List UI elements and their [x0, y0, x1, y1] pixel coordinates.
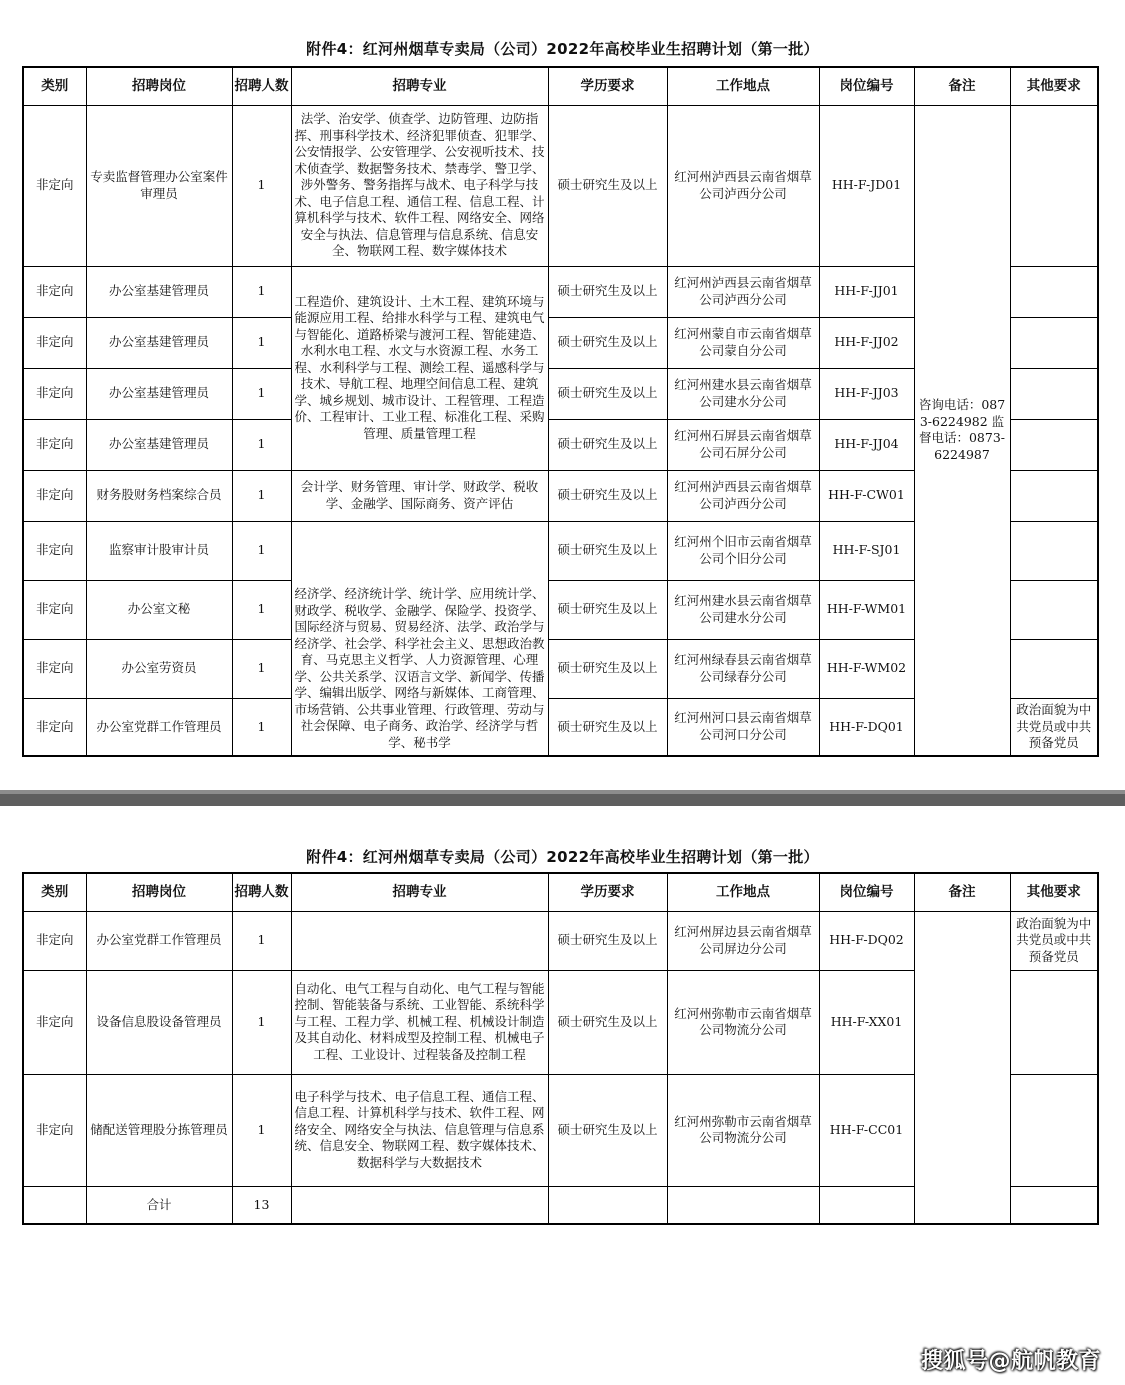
cell-code: HH-F-JD01 [819, 105, 914, 266]
cell-count: 1 [232, 911, 291, 970]
cell-other: 政治面貌为中共党员或中共预备党员 [1010, 698, 1098, 756]
cell-major: 经济学、经济统计学、统计学、应用统计学、财政学、税收学、金融学、保险学、投资学、国际经济与贸易、贸易经济、法学、政治学与经济学、社会学、科学社会主义、思想政治教育、马克思主义哲学、人力资源管理、心理学、公共关系学、汉语言文学、新闻学、传播学、编辑出版学、网络与新媒体、工商管理、市场营销、公共事业管理、行政管理、劳动与社会保障、电子商务、政治学、经济学与哲学、秘书学 [291, 521, 548, 756]
cell-location: 红河州建水县云南省烟草公司建水分公司 [667, 580, 819, 639]
cell-other [1010, 368, 1098, 419]
cell-code: HH-F-CC01 [819, 1074, 914, 1186]
cell-education [548, 1186, 667, 1224]
total-count: 13 [232, 1186, 291, 1224]
cell-code: HH-F-DQ02 [819, 911, 914, 970]
header-location: 工作地点 [667, 873, 819, 911]
page-title: 附件4：红河州烟草专卖局（公司）2022年高校毕业生招聘计划（第一批） [306, 848, 819, 866]
header-position: 招聘岗位 [86, 873, 232, 911]
cell-other [1010, 1186, 1098, 1224]
header-major: 招聘专业 [291, 873, 548, 911]
cell-other [1010, 419, 1098, 470]
cell-location: 红河州蒙自市云南省烟草公司蒙自分公司 [667, 317, 819, 368]
cell-count: 1 [232, 970, 291, 1074]
cell-location: 红河州泸西县云南省烟草公司泸西分公司 [667, 470, 819, 521]
cell-location [667, 1186, 819, 1224]
cell-remarks: 咨询电话：0873-6224982 监督电话：0873-6224987 [914, 105, 1010, 756]
header-code: 岗位编号 [819, 873, 914, 911]
cell-major: 会计学、财务管理、审计学、财政学、税收学、金融学、国际商务、资产评估 [291, 470, 548, 521]
cell-education: 硕士研究生及以上 [548, 266, 667, 317]
cell-location: 红河州石屏县云南省烟草公司石屏分公司 [667, 419, 819, 470]
cell-category: 非定向 [23, 1074, 86, 1186]
cell-category: 非定向 [23, 970, 86, 1074]
cell-position: 办公室劳资员 [86, 639, 232, 698]
cell-location: 红河州屏边县云南省烟草公司屏边分公司 [667, 911, 819, 970]
page-title: 附件4：红河州烟草专卖局（公司）2022年高校毕业生招聘计划（第一批） [306, 40, 819, 58]
cell-position: 设备信息股设备管理员 [86, 970, 232, 1074]
header-row [23, 873, 1098, 911]
cell-education: 硕士研究生及以上 [548, 1074, 667, 1186]
header-education: 学历要求 [548, 873, 667, 911]
cell-major: 自动化、电气工程与自动化、电气工程与智能控制、智能装备与系统、工业智能、系统科学与工程、工程力学、机械工程、机械设计制造及其自动化、材料成型及控制工程、机械电子工程、工业设计、过程装备及控制工程 [291, 970, 548, 1074]
cell-major: 法学、治安学、侦查学、边防管理、边防指挥、刑事科学技术、经济犯罪侦查、犯罪学、公安情报学、公安管理学、公安视听技术、技术侦查学、数据警务技术、禁毒学、警卫学、涉外警务、警务指挥与战术、电子科学与技术、电子信息工程、通信工程、信息工程、计算机科学与技术、软件工程、网络安全、网络安全与执法、信息管理与信息系统、信息安全、物联网工程、数字媒体技术 [291, 105, 548, 266]
cell-position: 办公室文秘 [86, 580, 232, 639]
cell-category: 非定向 [23, 580, 86, 639]
cell-category [23, 1186, 86, 1224]
cell-remarks [914, 911, 1010, 1224]
cell-major: 电子科学与技术、电子信息工程、通信工程、信息工程、计算机科学与技术、软件工程、网络安全、网络安全与执法、信息管理与信息系统、信息安全、物联网工程、数字媒体技术、数据科学与大数据技术 [291, 1074, 548, 1186]
cell-code [819, 1186, 914, 1224]
recruitment-table [22, 872, 1099, 1225]
cell-code: HH-F-JJ04 [819, 419, 914, 470]
cell-other [1010, 105, 1098, 266]
cell-other: 政治面貌为中共党员或中共预备党员 [1010, 911, 1098, 970]
cell-code: HH-F-CW01 [819, 470, 914, 521]
cell-position: 办公室基建管理员 [86, 266, 232, 317]
cell-count: 1 [232, 266, 291, 317]
watermark: 搜狐号@航帆教育 [920, 1349, 1101, 1374]
cell-education: 硕士研究生及以上 [548, 105, 667, 266]
cell-count: 1 [232, 470, 291, 521]
cell-education: 硕士研究生及以上 [548, 970, 667, 1074]
cell-education: 硕士研究生及以上 [548, 698, 667, 756]
cell-education: 硕士研究生及以上 [548, 368, 667, 419]
cell-category: 非定向 [23, 105, 86, 266]
total-label: 合计 [86, 1186, 232, 1224]
table-row [23, 105, 1098, 266]
cell-count: 1 [232, 1074, 291, 1186]
header-other: 其他要求 [1010, 67, 1098, 105]
cell-code: HH-F-JJ03 [819, 368, 914, 419]
page-separator [0, 790, 1125, 806]
cell-other [1010, 266, 1098, 317]
cell-location: 红河州泸西县云南省烟草公司泸西分公司 [667, 105, 819, 266]
cell-category: 非定向 [23, 266, 86, 317]
header-major: 招聘专业 [291, 67, 548, 105]
cell-education: 硕士研究生及以上 [548, 317, 667, 368]
cell-position: 专卖监督管理办公室案件审理员 [86, 105, 232, 266]
header-location: 工作地点 [667, 67, 819, 105]
cell-count: 1 [232, 521, 291, 580]
header-remarks: 备注 [914, 67, 1010, 105]
cell-code: HH-F-SJ01 [819, 521, 914, 580]
cell-count: 1 [232, 698, 291, 756]
cell-education: 硕士研究生及以上 [548, 521, 667, 580]
cell-other [1010, 521, 1098, 580]
cell-location: 红河州个旧市云南省烟草公司个旧分公司 [667, 521, 819, 580]
header-category: 类别 [23, 67, 86, 105]
header-code: 岗位编号 [819, 67, 914, 105]
cell-major [291, 911, 548, 970]
cell-category: 非定向 [23, 470, 86, 521]
recruitment-table [22, 66, 1099, 757]
header-count: 招聘人数 [232, 873, 291, 911]
header-remarks: 备注 [914, 873, 1010, 911]
cell-category: 非定向 [23, 419, 86, 470]
cell-education: 硕士研究生及以上 [548, 419, 667, 470]
header-education: 学历要求 [548, 67, 667, 105]
cell-count: 1 [232, 105, 291, 266]
cell-major: 工程造价、建筑设计、土木工程、建筑环境与能源应用工程、给排水科学与工程、建筑电气与智能化、道路桥梁与渡河工程、智能建造、水利水电工程、水文与水资源工程、水务工程、水利科学与工程、测绘工程、遥感科学与技术、导航工程、地理空间信息工程、建筑学、城乡规划、城市设计、工程管理、工程造价、工程审计、工业工程、标准化工程、采购管理、质量管理工程 [291, 266, 548, 470]
cell-code: HH-F-DQ01 [819, 698, 914, 756]
header-row [23, 67, 1098, 105]
cell-count: 1 [232, 580, 291, 639]
cell-major [291, 1186, 548, 1224]
cell-category: 非定向 [23, 698, 86, 756]
cell-other [1010, 470, 1098, 521]
table-row [23, 911, 1098, 970]
header-category: 类别 [23, 873, 86, 911]
cell-category: 非定向 [23, 368, 86, 419]
cell-position: 办公室基建管理员 [86, 317, 232, 368]
cell-code: HH-F-WM01 [819, 580, 914, 639]
cell-location: 红河州河口县云南省烟草公司河口分公司 [667, 698, 819, 756]
cell-education: 硕士研究生及以上 [548, 911, 667, 970]
cell-code: HH-F-JJ02 [819, 317, 914, 368]
cell-count: 1 [232, 317, 291, 368]
cell-education: 硕士研究生及以上 [548, 580, 667, 639]
cell-location: 红河州建水县云南省烟草公司建水分公司 [667, 368, 819, 419]
cell-position: 办公室党群工作管理员 [86, 698, 232, 756]
header-other: 其他要求 [1010, 873, 1098, 911]
cell-education: 硕士研究生及以上 [548, 639, 667, 698]
cell-location: 红河州泸西县云南省烟草公司泸西分公司 [667, 266, 819, 317]
cell-position: 办公室基建管理员 [86, 419, 232, 470]
cell-position: 储配送管理股分拣管理员 [86, 1074, 232, 1186]
cell-code: HH-F-XX01 [819, 970, 914, 1074]
cell-category: 非定向 [23, 639, 86, 698]
cell-location: 红河州绿春县云南省烟草公司绿春分公司 [667, 639, 819, 698]
cell-position: 监察审计股审计员 [86, 521, 232, 580]
cell-position: 办公室基建管理员 [86, 368, 232, 419]
cell-other [1010, 970, 1098, 1074]
cell-position: 财务股财务档案综合员 [86, 470, 232, 521]
cell-other [1010, 580, 1098, 639]
cell-count: 1 [232, 368, 291, 419]
cell-count: 1 [232, 639, 291, 698]
cell-education: 硕士研究生及以上 [548, 470, 667, 521]
cell-other [1010, 317, 1098, 368]
cell-position: 办公室党群工作管理员 [86, 911, 232, 970]
cell-other [1010, 639, 1098, 698]
document-page-2 [0, 806, 1125, 1385]
cell-location: 红河州弥勒市云南省烟草公司物流分公司 [667, 1074, 819, 1186]
header-position: 招聘岗位 [86, 67, 232, 105]
cell-count: 1 [232, 419, 291, 470]
cell-location: 红河州弥勒市云南省烟草公司物流分公司 [667, 970, 819, 1074]
cell-category: 非定向 [23, 317, 86, 368]
cell-code: HH-F-JJ01 [819, 266, 914, 317]
cell-category: 非定向 [23, 521, 86, 580]
cell-code: HH-F-WM02 [819, 639, 914, 698]
cell-category: 非定向 [23, 911, 86, 970]
cell-other [1010, 1074, 1098, 1186]
header-count: 招聘人数 [232, 67, 291, 105]
